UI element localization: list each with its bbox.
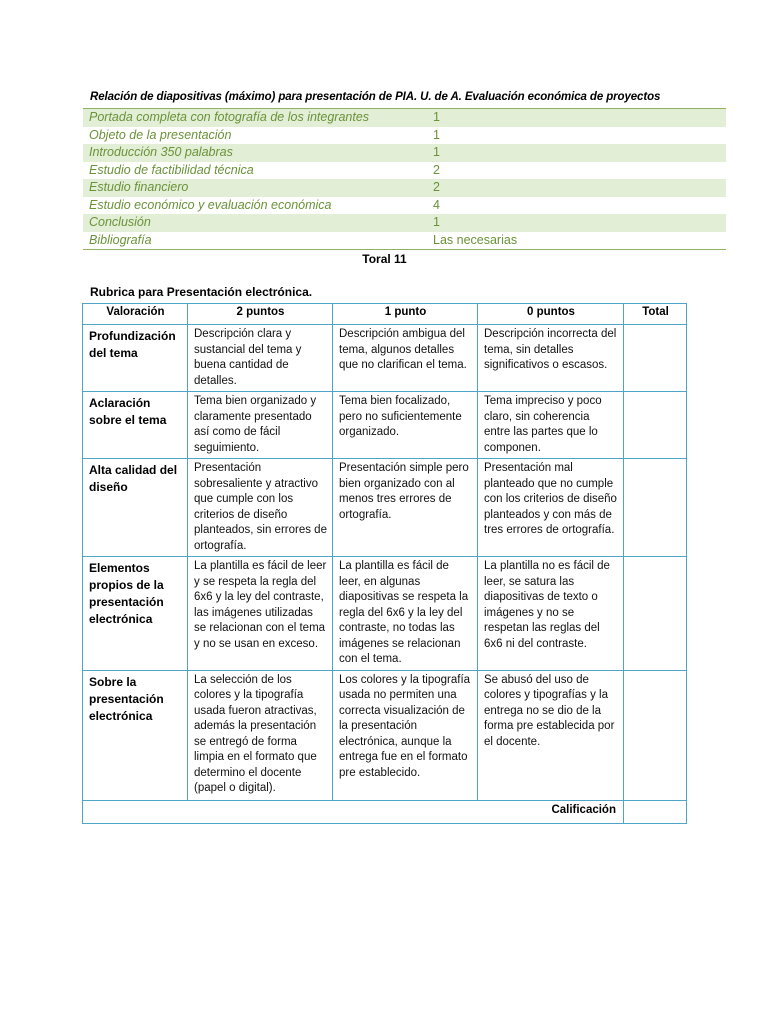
- score-1-cell: Descripción ambigua del tema, algunos detalles que no clarifican el tema.: [333, 325, 478, 392]
- slide-item: Estudio financiero: [89, 180, 189, 194]
- slides-section-title: Relación de diapositivas (máximo) para presentación de PIA. U. de A. Evaluación económica de proyectos: [90, 91, 661, 103]
- score-1-cell: Presentación simple pero bien organizado con al menos tres errores de ortografía.: [333, 459, 478, 557]
- header-1-punto: 1 punto: [333, 304, 478, 325]
- total-cell[interactable]: [624, 459, 687, 557]
- slide-item: Objeto de la presentación: [89, 127, 232, 142]
- slides-list: [83, 109, 726, 249]
- total-cell[interactable]: [624, 325, 687, 392]
- slide-item: Conclusión: [89, 215, 151, 229]
- slide-row: [83, 109, 726, 127]
- slide-count: 1: [433, 110, 440, 124]
- slide-row: [83, 214, 726, 232]
- slide-item: Bibliografía: [89, 232, 152, 247]
- slide-count: 2: [433, 162, 440, 177]
- score-1-cell: Los colores y la tipografía usada no permiten una correcta visualización de la presentación electrónica, aunque la entrega fue en el formato pre establecido.: [333, 670, 478, 800]
- table-row: [83, 459, 687, 557]
- table-row: [83, 325, 687, 392]
- header-2-puntos: 2 puntos: [188, 304, 333, 325]
- final-grade-row: [83, 800, 687, 823]
- slides-bottom-rule: [83, 249, 726, 250]
- total-cell[interactable]: [624, 670, 687, 800]
- rubric-header-row: [83, 304, 687, 325]
- table-row: [83, 557, 687, 671]
- criterion-label: Alta calidad del diseño: [83, 459, 188, 557]
- rubric-table: [82, 303, 687, 824]
- slide-count: Las necesarias: [433, 232, 518, 247]
- table-row: [83, 670, 687, 800]
- slide-item: Estudio de factibilidad técnica: [89, 162, 254, 177]
- table-row: [83, 392, 687, 459]
- score-2-cell: Tema bien organizado y claramente presentado así como de fácil seguimiento.: [188, 392, 333, 459]
- criterion-label: Elementos propios de la presentación electrónica: [83, 557, 188, 671]
- slide-row: [83, 162, 726, 180]
- slides-total: Toral 11: [362, 252, 407, 266]
- score-0-cell: Se abusó del uso de colores y tipografías y la entrega no se dio de la forma pre establecida por el docente.: [478, 670, 624, 800]
- slide-row: [83, 127, 726, 145]
- score-1-cell: Tema bien focalizado, pero no suficientemente organizado.: [333, 392, 478, 459]
- slide-row: [83, 144, 726, 162]
- slide-count: 1: [433, 145, 440, 159]
- slide-count: 2: [433, 180, 440, 194]
- header-valoracion: Valoración: [83, 304, 188, 325]
- slide-count: 1: [433, 127, 440, 142]
- score-0-cell: La plantilla no es fácil de leer, se satura las diapositivas de texto o imágenes y no se respetan las reglas del 6x6 ni del contraste.: [478, 557, 624, 671]
- final-grade-label: Calificación: [83, 800, 624, 823]
- criterion-label: Sobre la presentación electrónica: [83, 670, 188, 800]
- slide-row: [83, 179, 726, 197]
- slide-item: Estudio económico y evaluación económica: [89, 197, 332, 212]
- slide-item: Introducción 350 palabras: [89, 145, 233, 159]
- slide-count: 4: [433, 197, 440, 212]
- criterion-label: Profundización del tema: [83, 325, 188, 392]
- total-cell[interactable]: [624, 392, 687, 459]
- score-2-cell: Descripción clara y sustancial del tema y buena cantidad de detalles.: [188, 325, 333, 392]
- header-0-puntos: 0 puntos: [478, 304, 624, 325]
- slide-row: [83, 232, 726, 250]
- score-0-cell: Tema impreciso y poco claro, sin coherencia entre las partes que lo componen.: [478, 392, 624, 459]
- slide-item: Portada completa con fotografía de los integrantes: [89, 110, 370, 124]
- score-2-cell: La selección de los colores y la tipografía usada fueron atractivas, además la presentación se entregó de forma limpia en el formato que determino el docente (papel o digital).: [188, 670, 333, 800]
- score-0-cell: Descripción incorrecta del tema, sin detalles significativos o escasos.: [478, 325, 624, 392]
- total-cell[interactable]: [624, 557, 687, 671]
- slide-row: [83, 197, 726, 215]
- score-2-cell: La plantilla es fácil de leer y se respeta la regla del 6x6 y la ley del contraste, las imágenes utilizadas se relacionan con el tema y no se usan en exceso.: [188, 557, 333, 671]
- rubric-title: Rubrica para Presentación electrónica.: [90, 285, 313, 299]
- final-grade-cell[interactable]: [624, 800, 687, 823]
- criterion-label: Aclaración sobre el tema: [83, 392, 188, 459]
- slide-count: 1: [433, 215, 440, 229]
- score-1-cell: La plantilla es fácil de leer, en algunas diapositivas se respeta la regla del 6x6 y la ley del contraste, no todas las imágenes se relacionan con el tema.: [333, 557, 478, 671]
- score-0-cell: Presentación mal planteado que no cumple con los criterios de diseño planteados y con más de tres errores de ortografía.: [478, 459, 624, 557]
- score-2-cell: Presentación sobresaliente y atractivo que cumple con los criterios de diseño planteados, sin errores de ortografía.: [188, 459, 333, 557]
- header-total: Total: [624, 304, 687, 325]
